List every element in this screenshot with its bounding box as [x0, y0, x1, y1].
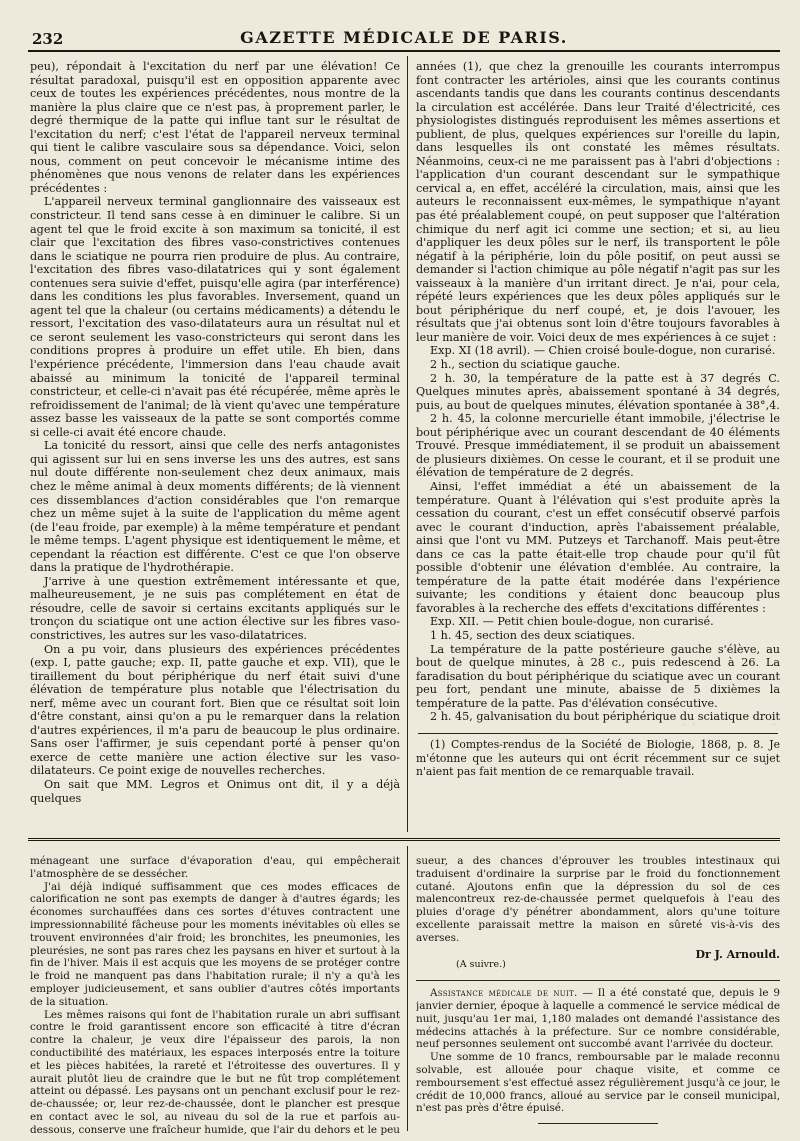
paragraph: ménageant une surface d'évaporation d'eau, qui empêcherait l'atmosphère de se dessécher. — [30, 855, 400, 880]
footnote-text: (1) Comptes-rendus de la Société de Biologie, 1868, p. 8. Je m'étonne que les auteurs qui ont écrit récemment sur ce sujet n'aient pas fait mention de ce remarquable travail. — [416, 738, 780, 778]
paragraph: J'ai déjà indiqué suffisamment que ces modes efficaces de calorification ne sont pas exempts de danger à d'autres égards; les économes surchauffées dans ces sortes d'étuves contractent une impressionnabilité fâcheuse pour les moments inévitables où elles se trouvent environnées d'air froid; les bronchites, les pneumonies, les pleurésies, ne sont pas rares chez les paysans en hiver et surtout à la fin de l'hiver. Mais il est acquis que les moyens de se protéger contre le froid ne manquent pas dans l'habitation rurale; il n'y a qu'à les employer judicieusement, et sans oublier d'autres côtés importants de la situation. — [30, 880, 400, 1008]
paragraph: années (1), que chez la grenouille les courants interrompus font contracter les artérioles, ainsi que les courants continus ascendants tandis que dans les courants continus descendants la circulation est accélérée. Dans leur Traité d'électricité, ces physiologistes distingués reproduisent les mêmes assertions et publient, de plus, quelques expériences sur l'oreille du lapin, dans lesquelles ils ont constaté les mêmes résultats. Néanmoins, ceux-ci ne me paraissent pas à l'abri d'objections : l'application d'un courant descendant sur le sympathique cervical a, en effet, accéléré la circulation, mais, ainsi que les auteurs le reconnaissent eux-mêmes, le sympathique n'ayant pas été préalablement coupé, on peut supposer que l'altération chimique du nerf agit ici comme une section; et si, au lieu d'appliquer les deux pôles sur le nerf, ils transportent le pôle négatif à la périphérie, loin du pôle positif, on peut aussi se demander si l'action chimique au pôle négatif n'agit pas sur les vaisseaux à la manière d'un irritant direct. Je n'ai, pour cela, répété leurs expériences que les deux pôles appliqués sur le bout périphérique du nerf coupé, et, je dois l'avouer, les résultats que j'ai obtenus sont loin d'être toujours favorables à leur manière de voir. Voici deux de mes expériences à ce sujet : — [416, 60, 780, 344]
column-divider — [407, 56, 408, 832]
paragraph: La température de la patte postérieure gauche s'élève, au bout de quelque minutes, à 28 c., puis redescend à 26. La faradisation du bout périphérique du sciatique avec un courant peu fort, pendant une minute, abaisse de 5 dixièmes la température de la patte. Pas d'élévation consécutive. — [416, 642, 780, 710]
news-item — [416, 987, 780, 1051]
page-header — [28, 26, 780, 52]
right-column — [416, 60, 780, 725]
paragraph: sueur, a des chances d'éprouver les troubles intestinaux qui traduisent d'ordinaire la surprise par le froid du fonctionnement cutané. Ajoutons enfin que la dépression du sol de ces malencontreux rez-de-chaussée permet quelquefois à l'eau des pluies d'orage d'y pénétrer abondamment, alors qu'une toiture excellente paraissait mettre la maison en sûreté vis-à-vis des averses. — [416, 855, 780, 944]
paragraph: La tonicité du ressort, ainsi que celle des nerfs antagonistes qui agissent sur lui en sens inverse les uns des autres, est sans nul doute différente non-seulement chez deux animaux, mais chez le même animal à deux moments différents; de là viennent ces dissemblances d'action considérables que l'on remarque chez un même sujet à la suite de l'application du même agent (de l'eau froide, par exemple) à la même température et pendant le même temps. L'agent physique est identiquement le même, et cependant la réaction est différente. C'est ce que l'on observe dans la pratique de l'hydrothérapie. — [30, 439, 400, 575]
paragraph: peu), répondait à l'excitation du nerf par une élévation! Ce résultat paradoxal, puisqu'il est en opposition apparente avec ceux de toutes les expériences précédentes, nous montre de la manière la plus claire que ce n'est pas, à proprement parler, le degré thermique de la patte qui influe tant sur le résultat de l'excitation du nerf; c'est l'état de l'appareil nerveux terminal qui tient le calibre vasculaire sous sa dépendance. Voici, selon nous, comment on peut concevoir le mécanisme intime des phénomènes que nous venons de relater dans les expériences précédentes : — [30, 60, 400, 195]
paragraph: Une somme de 10 francs, remboursable par le malade reconnu solvable, est allouée pour chaque visite, et comme ce remboursement s'est effectué assez régulièrement jusqu'à ce jour, le crédit de 10,000 francs, alloué au service par le conseil municipal, n'est pas près d'être épuisé. — [416, 1051, 780, 1115]
page-number: 232 — [32, 30, 64, 48]
feuilleton-left-column — [30, 855, 400, 1137]
author-signature: Dr J. Arnould. — [695, 947, 780, 961]
paragraph: Les mêmes raisons qui font de l'habitation rurale un abri suffisant contre le froid garantissent encore son efficacité à titre d'écran contre la chaleur, je veux dire l'épaisseur des parois, la non conductibilité des matériaux, les espaces interposés entre la toiture et les pièces habitées, la rareté et l'étroitesse des ouvertures. Il y aurait plutôt lieu de craindre que le but ne fût trop complétement atteint ou dépassé. Les paysans ont un penchant exclusif pour le rez-de-chaussée; or, leur rez-de-chaussée, dont le plancher est presque en contact avec le sol, au niveau du sol de la rue et parfois au-dessous, conserve une fraîcheur humide, que l'air du dehors et le peu — [30, 1008, 400, 1136]
paragraph: J'arrive à une question extrêmement intéressante et que, malheureusement, je ne suis pas complétement en état de résoudre, celle de savoir si certains excitants appliqués sur le tronçon du sciatique ont une action élective sur les fibres vaso-constrictives, les autres sur les vaso-dilatatrices. — [30, 574, 400, 642]
left-column — [30, 60, 400, 832]
experiment-heading: Exp. XI (18 avril). — Chien croisé boule-dogue, non curarisé. — [430, 344, 776, 358]
news-text: — Il a été constaté que, depuis le 9 janvier dernier, époque à laquelle a commencé le service médical de nuit, jusqu'au 1er mai, 1,180 malades ont demandé l'assistance des médecins attachés à la préfecture. Sur ce nombre considérable, neuf personnes seulement ont succombé avant l'arrivée du docteur. — [416, 987, 780, 1051]
footnote — [416, 738, 780, 779]
column-divider — [407, 846, 408, 1131]
paragraph: 2 h. 30, la température de la patte est à 37 degrés C. Quelques minutes après, abaissement spontané à 34 degrés, puis, au bout de quelques minutes, élévation spontanée à 38°,4. — [416, 371, 780, 412]
paragraph: 1 h. 45, section des deux sciatiques. — [430, 628, 636, 642]
paragraph: L'appareil nerveux terminal ganglionnaire des vaisseaux est constricteur. Il tend sans cesse à en diminuer le calibre. Si un agent tel que le froid excite à son maximum sa tonicité, il est clair que l'excitation des fibres vaso-constrictives contenues dans le sciatique ne pourra rien produire de plus. Au contraire, l'excitation des fibres vaso-dilatatrices qui y sont également contenues sera suivie d'effet, puisqu'elle agira (par interférence) dans les conditions les plus favorables. Inversement, quand un agent tel que la chaleur (ou certains médicaments) a détendu le ressort, l'excitation des vaso-dilatateurs aura un résultat nul et ce seront seulement les vaso-constricteurs qui seront dans les conditions propres à produire un effet utile. Eh bien, dans l'expérience précédente, l'immersion dans l'eau chaude avait abaissé au minimum la tonicité de l'appareil terminal constricteur, et celle-ci n'avait pas été récupérée, même après le refroidissement de l'animal; de là vient qu'avec une température assez basse les vaisseaux de la patte se sont comportés comme si celle-ci avait été encore chaude. — [30, 195, 400, 439]
feuilleton-rule — [28, 838, 780, 841]
paragraph: On sait que MM. Legros et Onimus ont dit, il y a déjà quelques — [30, 777, 400, 805]
paragraph: On a pu voir, dans plusieurs des expériences précédentes (exp. I, patte gauche; exp. II, patte gauche et exp. VII), que le tiraillement du bout périphérique du nerf était suivi d'une élévation de température plus notable que l'électrisation du nerf, même avec un courant fort. Bien que ce résultat soit loin d'être constant, ainsi qu'on a pu le remarquer dans la relation d'autres expériences, il m'a paru de beaucoup le plus ordinaire. Sans oser l'affirmer, je suis cependant porté à penser qu'on exerce de cette manière une action élective sur les vaso-dilatateurs. Ce point exige de nouvelles recherches. — [30, 642, 400, 778]
section-rule — [416, 980, 780, 981]
feuilleton-right-column — [416, 855, 780, 1137]
journal-title: GAZETTE MÉDICALE DE PARIS. — [240, 28, 568, 47]
paragraph: 2 h. 45, la colonne mercurielle étant immobile, j'électrise le bout périphérique avec un courant descendant de 40 éléments Trouvé. Presque immédiatement, il se produit un abaissement de plusieurs dixièmes. On cesse le courant, et il se produit une élévation de température de 2 degrés. — [416, 412, 780, 480]
experiment-heading: Exp. XII. — Petit chien boule-dogue, non curarisé. — [430, 615, 714, 629]
end-rule — [538, 1123, 658, 1124]
news-title: Assistance médicale de nuit. — [430, 987, 578, 1000]
footnote-rule — [418, 733, 778, 734]
paragraph: 2 h., section du sciatique gauche. — [430, 358, 621, 372]
paragraph: 2 h. 45, galvanisation du bout périphérique du sciatique droit — [430, 710, 780, 724]
paragraph: Ainsi, l'effet immédiat a été un abaissement de la température. Quant à l'élévation qui s'est produite après la cessation du courant, c'est un effet consécutif observé parfois avec le courant d'induction, après l'abaissement préalable, ainsi que l'ont vu MM. Putzeys et Tarchanoff. Mais peut-être dans ce cas la patte était-elle trop chaude pour qu'il fût possible d'obtenir une élévation d'emblée. Au contraire, la température de la patte était modérée dans l'expérience suivante; les conditions y étaient donc beaucoup plus favorables à la recherche des effets d'excitations différentes : — [416, 479, 780, 615]
to-be-continued: (A suivre.) — [456, 959, 506, 971]
